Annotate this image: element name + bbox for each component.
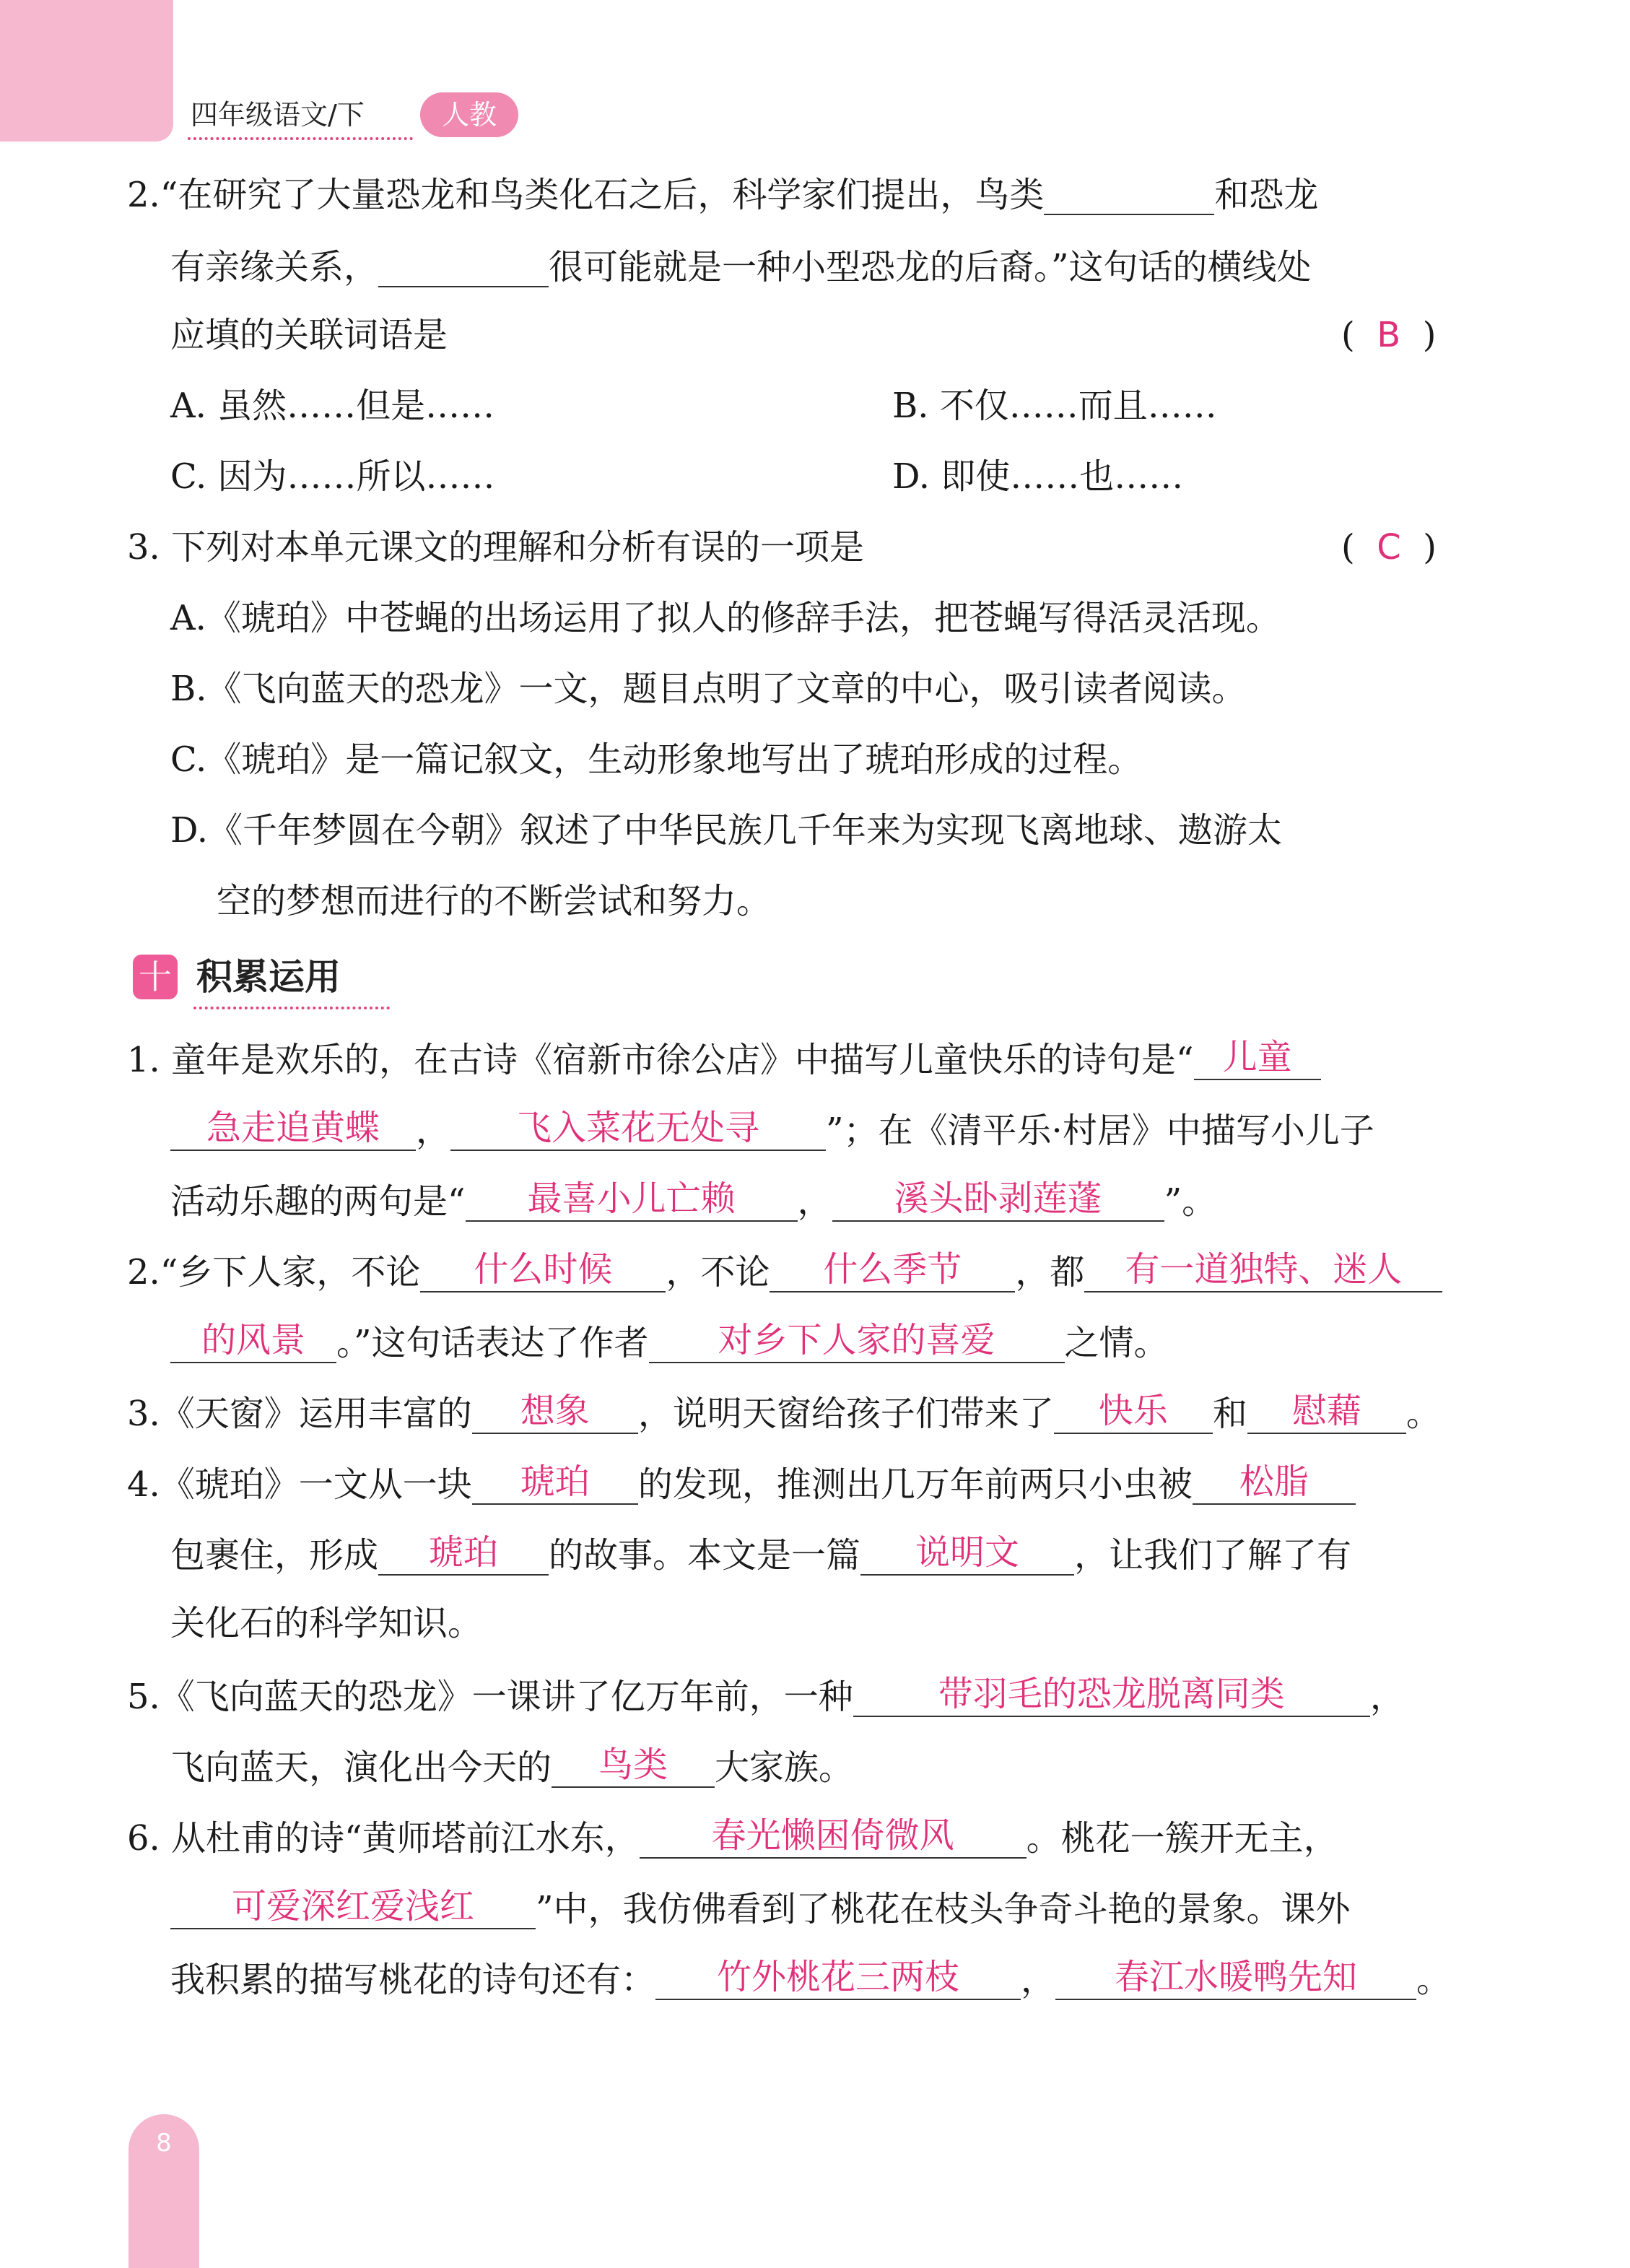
header-edition-badge: 人教 (420, 92, 518, 137)
fill-q2-text: ，不论 (666, 1252, 770, 1292)
choice-q2-line1 (127, 172, 1318, 215)
fill-q4-text: ，让我们了解了有 (1074, 1535, 1352, 1576)
choice-q3-answer: C (1377, 527, 1401, 568)
fill-q4-blank-1[interactable]: 琥珀 (472, 1461, 638, 1505)
fill-q5-text: 5.《飞向蓝天的恐龙》一课讲了亿万年前，一种 (127, 1677, 853, 1717)
fill-q5-line1 (127, 1674, 1405, 1717)
fill-q2-blank-3a[interactable]: 有一道独特、迷人 (1084, 1249, 1442, 1292)
fill-q1-text: ”。 (1164, 1181, 1217, 1222)
choice-q2-text: 和恐龙 (1214, 175, 1319, 215)
choice-q2-answer: B (1377, 315, 1401, 355)
choice-q2-option-d: D. 即使……也…… (892, 456, 1184, 497)
choice-q2-blank-1[interactable] (1044, 172, 1214, 215)
fill-q2-text: 。”这句话表达了作者 (336, 1323, 649, 1363)
fill-q4-line1 (127, 1461, 1356, 1505)
fill-q3-blank-3[interactable]: 慰藉 (1247, 1391, 1406, 1434)
choice-q3-option-a: A.《琥珀》中苍蝇的出场运用了拟人的修辞手法，把苍蝇写得活灵活现。 (170, 598, 1281, 638)
fill-q4-text: 的故事。本文是一篇 (549, 1535, 861, 1576)
fill-q5-blank-2[interactable]: 鸟类 (552, 1745, 715, 1788)
fill-q3-text: 3.《天窗》运用丰富的 (127, 1394, 472, 1434)
fill-q2-blank-4[interactable]: 对乡下人家的喜爱 (649, 1320, 1065, 1363)
fill-q1-text: 1. 童年是欢乐的，在古诗《宿新市徐公店》中描写儿童快乐的诗句是“ (127, 1040, 1194, 1080)
fill-q4-line2 (170, 1532, 1351, 1576)
choice-q2-answer-box[interactable]: ( B ) (1341, 315, 1437, 355)
corner-tab (0, 0, 173, 142)
fill-q3-blank-2[interactable]: 快乐 (1054, 1391, 1213, 1434)
fill-q2-text: 之情。 (1064, 1323, 1169, 1363)
choice-q3-option-d-line2: 空的梦想而进行的不断尝试和努力。 (217, 881, 772, 921)
fill-q5-line2 (170, 1745, 853, 1788)
fill-q2-line2 (170, 1320, 1169, 1363)
fill-q6-blank-4[interactable]: 春江水暖鸭先知 (1055, 1957, 1416, 2000)
section-divider (193, 1007, 390, 1009)
fill-q5-text: 飞向蓝天，演化出今天的 (170, 1747, 552, 1788)
fill-q1-blank-4[interactable]: 溪头卧剥莲蓬 (832, 1178, 1164, 1222)
fill-q6-text: ”中，我仿佛看到了桃花在枝头争奇斗艳的景象。课外 (536, 1889, 1351, 1929)
choice-q2-blank-2[interactable] (378, 244, 549, 287)
fill-q6-text: 我积累的描写桃花的诗句还有： (170, 1960, 656, 2000)
choice-q2-option-c: C. 因为……所以…… (170, 456, 495, 497)
fill-q6-text: 。 (1416, 1960, 1452, 2000)
choice-q2-text: 有亲缘关系， (170, 247, 379, 287)
fill-q3-line1 (127, 1391, 1441, 1434)
fill-q3-text: ，说明天窗给孩子们带来了 (637, 1394, 1054, 1434)
fill-q4-text: 4.《琥珀》一文从一块 (127, 1464, 472, 1505)
fill-q1-text: ， (797, 1181, 832, 1222)
fill-q1-text: ， (416, 1111, 451, 1151)
fill-q6-text: 。桃花一簇开无主， (1026, 1818, 1338, 1859)
fill-q2-text: ，都 (1015, 1252, 1085, 1292)
fill-q2-blank-2[interactable]: 什么季节 (770, 1249, 1015, 1292)
choice-q2-text: 2.“在研究了大量恐龙和鸟类化石之后，科学家们提出，鸟类 (127, 175, 1045, 215)
section-title: 积累运用 (196, 956, 341, 998)
fill-q3-blank-1[interactable]: 想象 (472, 1391, 638, 1434)
fill-q5-text: 大家族。 (715, 1747, 854, 1788)
fill-q6-line3 (170, 1957, 1451, 2000)
fill-q1-blank-1a[interactable]: 儿童 (1194, 1037, 1321, 1080)
fill-q4-text: 的发现，推测出几万年前两只小虫被 (637, 1464, 1193, 1505)
choice-q3-option-b: B.《飞向蓝天的恐龙》一文，题目点明了文章的中心，吸引读者阅读。 (170, 669, 1247, 709)
choice-q2-option-b: B. 不仅……而且…… (892, 386, 1217, 426)
fill-q6-blank-1[interactable]: 春光懒困倚微风 (640, 1815, 1027, 1859)
fill-q4-text: 包裹住，形成 (170, 1535, 379, 1576)
fill-q6-line2 (170, 1886, 1351, 1929)
page-number: 8 (156, 2129, 172, 2158)
fill-q4-blank-4[interactable]: 说明文 (860, 1532, 1074, 1576)
header-divider (188, 137, 413, 140)
fill-q1-line1 (127, 1037, 1321, 1080)
choice-q3-answer-box[interactable]: ( C ) (1341, 527, 1437, 568)
fill-q2-text: 2.“乡下人家，不论 (127, 1252, 421, 1292)
fill-q6-line1 (127, 1815, 1338, 1859)
fill-q2-blank-3b[interactable]: 的风景 (170, 1320, 336, 1363)
fill-q2-blank-1[interactable]: 什么时候 (420, 1249, 666, 1292)
fill-q5-text: ， (1369, 1677, 1405, 1717)
header-grade-subject: 四年级语文/下 (191, 99, 365, 131)
fill-q1-line2 (170, 1108, 1374, 1151)
fill-q2-line1 (127, 1249, 1442, 1292)
choice-q3-stem: 3. 下列对本单元课文的理解和分析有误的一项是 (127, 527, 865, 568)
fill-q1-text: 活动乐趣的两句是“ (170, 1181, 466, 1222)
choice-q2-option-a: A. 虽然……但是…… (170, 386, 495, 426)
fill-q1-blank-2[interactable]: 飞入菜花无处寻 (450, 1108, 826, 1151)
fill-q5-blank-1[interactable]: 带羽毛的恐龙脱离同类 (853, 1674, 1370, 1717)
fill-q3-text: 和 (1212, 1394, 1247, 1434)
fill-q6-blank-2[interactable]: 可爱深红爱浅红 (170, 1886, 536, 1929)
fill-q1-text: ”；在《清平乐·村居》中描写小儿子 (826, 1111, 1374, 1151)
fill-q4-blank-3[interactable]: 琥珀 (378, 1532, 549, 1576)
fill-q1-blank-3[interactable]: 最喜小儿亡赖 (466, 1178, 798, 1222)
choice-q3-option-c: C.《琥珀》是一篇记叙文，生动形象地写出了琥珀形成的过程。 (170, 739, 1143, 780)
choice-q2-line3: 应填的关联词语是 (170, 315, 448, 355)
fill-q6-text: ， (1021, 1960, 1056, 2000)
choice-q2-text: 很可能就是一种小型恐龙的后裔。”这句话的横线处 (549, 247, 1312, 287)
fill-q6-blank-3[interactable]: 竹外桃花三两枝 (655, 1957, 1021, 2000)
fill-q6-text: 6. 从杜甫的诗“黄师塔前江水东， (127, 1818, 640, 1859)
choice-q2-line2 (170, 244, 1312, 287)
fill-q4-blank-2[interactable]: 松脂 (1193, 1461, 1356, 1505)
fill-q4-line3: 关化石的科学知识。 (170, 1603, 483, 1643)
fill-q1-blank-1b[interactable]: 急走追黄蝶 (170, 1108, 416, 1151)
fill-q3-text: 。 (1405, 1394, 1441, 1434)
section-number-badge: 十 (133, 955, 178, 999)
choice-q3-option-d-line1: D.《千年梦圆在今朝》叙述了中华民族几千年来为实现飞离地球、遨游太 (170, 810, 1283, 851)
fill-q1-line3 (170, 1178, 1216, 1222)
